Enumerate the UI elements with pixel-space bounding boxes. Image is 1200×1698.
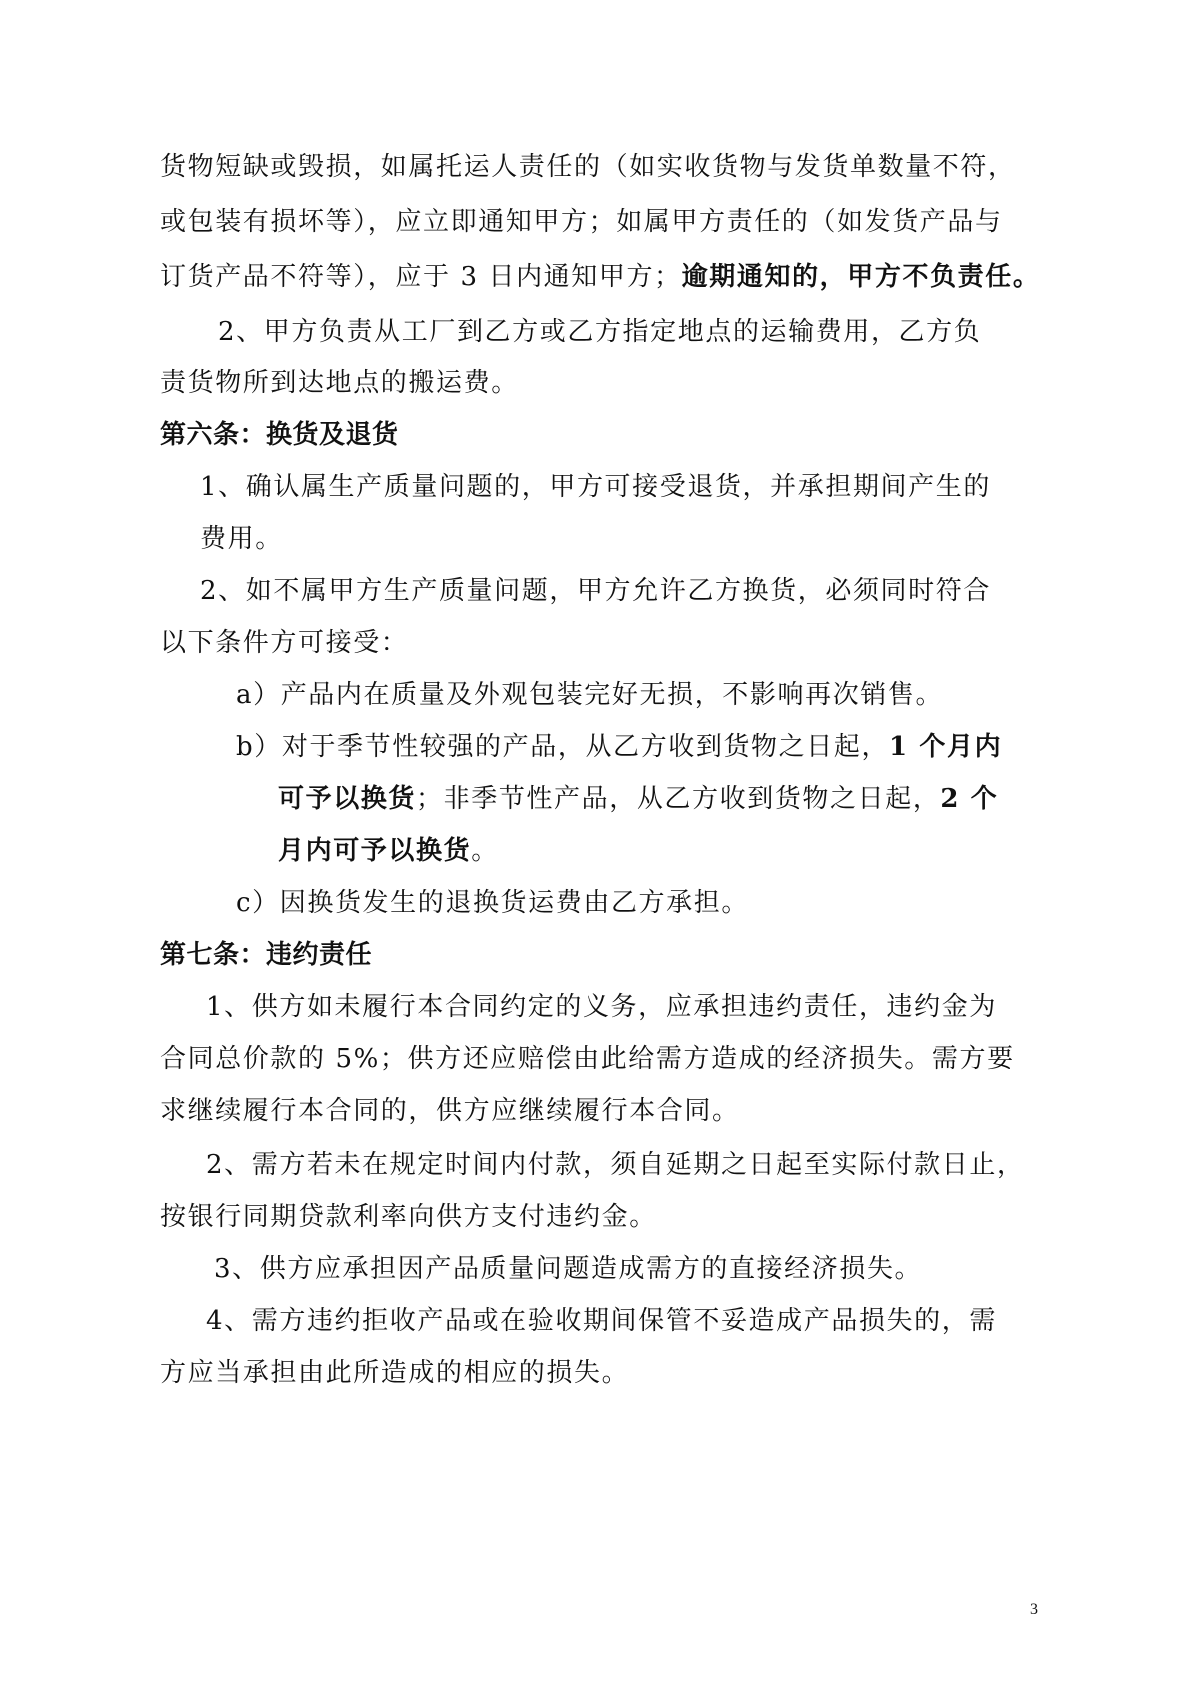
- list-item-continuation: [278, 782, 998, 816]
- list-item: c）因换货发生的退换货运费由乙方承担。: [236, 888, 749, 918]
- paragraph-text: 。: [471, 836, 499, 866]
- list-item: a）产品内在质量及外观包装完好无损，不影响再次销售。: [236, 680, 944, 710]
- paragraph-line: 以下条件方可接受：: [160, 628, 409, 658]
- paragraph-line: 3、供方应承担因产品质量问题造成需方的直接经济损失。: [214, 1254, 923, 1284]
- paragraph-text: 订货产品不符等），应于 3 日内通知甲方；: [160, 262, 682, 292]
- paragraph-line: 货物短缺或毁损，如属托运人责任的（如实收货物与发货单数量不符，: [160, 152, 1016, 182]
- bold-text: 可予以换货: [278, 784, 417, 814]
- paragraph-line: 求继续履行本合同的，供方应继续履行本合同。: [160, 1096, 740, 1126]
- paragraph-line: 1、供方如未履行本合同约定的义务，应承担违约责任，违约金为: [206, 992, 997, 1022]
- paragraph-line: 费用。: [200, 524, 283, 554]
- section-heading: 第七条：违约责任: [160, 940, 373, 970]
- bold-text: 月内可予以换货: [278, 836, 472, 866]
- paragraph-text: b）对于季节性较强的产品，从乙方收到货物之日起，: [236, 732, 890, 762]
- paragraph-line: 或包装有损坏等），应立即通知甲方；如属甲方责任的（如发货产品与: [160, 207, 1003, 237]
- paragraph-line: 合同总价款的 5%；供方还应赔偿由此给需方造成的经济损失。需方要: [160, 1044, 1015, 1074]
- paragraph-line: 1、确认属生产质量问题的，甲方可接受退货，并承担期间产生的: [200, 472, 991, 502]
- paragraph-line: 按银行同期贷款利率向供方支付违约金。: [160, 1202, 657, 1232]
- page-number: 3: [1030, 1601, 1038, 1618]
- paragraph-line: 责货物所到达地点的搬运费。: [160, 368, 519, 398]
- list-item: [236, 730, 1002, 764]
- section-heading: 第六条：换货及退货: [160, 420, 399, 450]
- paragraph-line: [160, 260, 1040, 294]
- paragraph-line: 方应当承担由此所造成的相应的损失。: [160, 1358, 630, 1388]
- list-item-continuation: [278, 834, 499, 868]
- paragraph-text: ；非季节性产品，从乙方收到货物之日起，: [416, 784, 941, 814]
- bold-text: 逾期通知的，甲方不负责任。: [681, 262, 1041, 292]
- bold-text: 2 个: [940, 784, 999, 814]
- paragraph-line: 2、需方若未在规定时间内付款，须自延期之日起至实际付款日止，: [206, 1150, 1025, 1180]
- bold-text: 1 个月内: [889, 732, 1003, 762]
- paragraph-line: 4、需方违约拒收产品或在验收期间保管不妥造成产品损失的，需: [206, 1306, 997, 1336]
- paragraph-line: 2、甲方负责从工厂到乙方或乙方指定地点的运输费用，乙方负: [218, 317, 982, 347]
- paragraph-line: 2、如不属甲方生产质量问题，甲方允许乙方换货，必须同时符合: [200, 576, 991, 606]
